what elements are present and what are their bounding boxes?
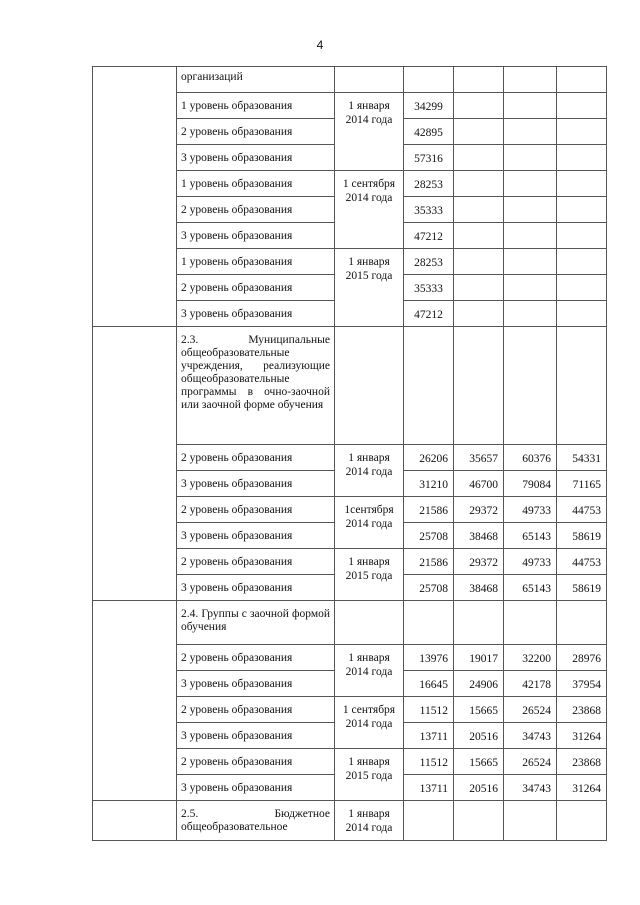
value-cell: 58619 bbox=[557, 523, 607, 549]
value-cell: 32200 bbox=[504, 645, 557, 671]
value-cell: 79084 bbox=[504, 471, 557, 497]
value-cell: 26206 bbox=[404, 445, 454, 471]
value-cell: 21586 bbox=[404, 497, 454, 523]
value-cell: 49733 bbox=[504, 497, 557, 523]
row-label: 3 уровень образования bbox=[177, 575, 335, 601]
section-title-2-3: 2.3. Муниципальные общеобразовательные учреждения, реализующие общеобразовательные программы в очно-заочной или заочной форме обучения bbox=[177, 327, 335, 445]
value-cell: 34743 bbox=[504, 775, 557, 801]
value-cell: 11512 bbox=[404, 697, 454, 723]
value-cell: 47212 bbox=[404, 223, 454, 249]
value-cell: 24906 bbox=[454, 671, 504, 697]
row-label: 3 уровень образования bbox=[177, 145, 335, 171]
value-cell: 65143 bbox=[504, 523, 557, 549]
value-cell: 47212 bbox=[404, 301, 454, 327]
value-cell: 60376 bbox=[504, 445, 557, 471]
value-cell: 34743 bbox=[504, 723, 557, 749]
value-cell: 44753 bbox=[557, 549, 607, 575]
value-cell: 25708 bbox=[404, 523, 454, 549]
date-cell: 1 января 2014 года bbox=[335, 93, 404, 171]
value-cell: 16645 bbox=[404, 671, 454, 697]
row-label: 3 уровень образования bbox=[177, 523, 335, 549]
date-cell: 1 сентября 2014 года bbox=[335, 171, 404, 249]
row-label: 3 уровень образования bbox=[177, 471, 335, 497]
empty-cell bbox=[93, 801, 177, 841]
empty-cell bbox=[93, 327, 177, 601]
section-row bbox=[93, 327, 607, 445]
value-cell: 13976 bbox=[404, 645, 454, 671]
value-cell: 26524 bbox=[504, 749, 557, 775]
row-label: 3 уровень образования bbox=[177, 723, 335, 749]
row-label: 2 уровень образования bbox=[177, 197, 335, 223]
table-row bbox=[93, 67, 607, 93]
date-cell: 1 января 2015 года bbox=[335, 549, 404, 601]
value-cell: 20516 bbox=[454, 723, 504, 749]
value-cell: 31264 bbox=[557, 775, 607, 801]
row-label: 2 уровень образования bbox=[177, 645, 335, 671]
row-label: 3 уровень образования bbox=[177, 775, 335, 801]
value-cell: 34299 bbox=[404, 93, 454, 119]
value-cell: 54331 bbox=[557, 445, 607, 471]
value-cell: 28253 bbox=[404, 249, 454, 275]
page-number: 4 bbox=[316, 38, 324, 52]
value-cell: 58619 bbox=[557, 575, 607, 601]
value-cell: 29372 bbox=[454, 497, 504, 523]
value-cell: 28976 bbox=[557, 645, 607, 671]
value-cell: 49733 bbox=[504, 549, 557, 575]
value-cell: 20516 bbox=[454, 775, 504, 801]
row-label: 2 уровень образования bbox=[177, 497, 335, 523]
date-cell: 1 января 2014 года bbox=[335, 801, 404, 841]
value-cell: 13711 bbox=[404, 723, 454, 749]
value-cell: 71165 bbox=[557, 471, 607, 497]
value-cell: 38468 bbox=[454, 523, 504, 549]
value-cell: 28253 bbox=[404, 171, 454, 197]
row-label: 2 уровень образования bbox=[177, 697, 335, 723]
row-label: 3 уровень образования bbox=[177, 671, 335, 697]
value-cell: 26524 bbox=[504, 697, 557, 723]
date-cell: 1сентября 2014 года bbox=[335, 497, 404, 549]
section-row bbox=[93, 801, 607, 841]
date-cell: 1 января 2014 года bbox=[335, 645, 404, 697]
row-label: 3 уровень образования bbox=[177, 223, 335, 249]
value-cell: 46700 bbox=[454, 471, 504, 497]
value-cell: 25708 bbox=[404, 575, 454, 601]
value-cell: 29372 bbox=[454, 549, 504, 575]
value-cell: 38468 bbox=[454, 575, 504, 601]
tariff-table bbox=[92, 66, 607, 841]
date-cell: 1 января 2015 года bbox=[335, 749, 404, 801]
value-cell: 15665 bbox=[454, 749, 504, 775]
value-cell: 15665 bbox=[454, 697, 504, 723]
row-label: 1 уровень образования bbox=[177, 93, 335, 119]
section-title-2-4: 2.4. Группы с заочной формой обучения bbox=[177, 601, 335, 645]
row-label: 2 уровень образования bbox=[177, 275, 335, 301]
section-title-2-5: 2.5. Бюджетное общеобразовательное bbox=[177, 801, 335, 841]
value-cell: 19017 bbox=[454, 645, 504, 671]
empty-cell bbox=[93, 67, 177, 327]
row-label: 1 уровень образования bbox=[177, 249, 335, 275]
value-cell: 21586 bbox=[404, 549, 454, 575]
value-cell: 57316 bbox=[404, 145, 454, 171]
value-cell: 23868 bbox=[557, 697, 607, 723]
row-label: 2 уровень образования bbox=[177, 119, 335, 145]
row-label: 2 уровень образования bbox=[177, 749, 335, 775]
value-cell: 13711 bbox=[404, 775, 454, 801]
date-cell: 1 января 2014 года bbox=[335, 445, 404, 497]
date-cell: 1 января 2015 года bbox=[335, 249, 404, 327]
value-cell: 44753 bbox=[557, 497, 607, 523]
row-label: организаций bbox=[177, 67, 335, 93]
value-cell: 11512 bbox=[404, 749, 454, 775]
value-cell: 65143 bbox=[504, 575, 557, 601]
row-label: 3 уровень образования bbox=[177, 301, 335, 327]
value-cell: 31210 bbox=[404, 471, 454, 497]
section-row bbox=[93, 601, 607, 645]
value-cell: 37954 bbox=[557, 671, 607, 697]
value-cell: 35333 bbox=[404, 275, 454, 301]
row-label: 2 уровень образования bbox=[177, 445, 335, 471]
value-cell: 23868 bbox=[557, 749, 607, 775]
empty-cell bbox=[93, 601, 177, 801]
value-cell: 35333 bbox=[404, 197, 454, 223]
row-label: 1 уровень образования bbox=[177, 171, 335, 197]
value-cell: 31264 bbox=[557, 723, 607, 749]
date-cell: 1 сентября 2014 года bbox=[335, 697, 404, 749]
value-cell: 42895 bbox=[404, 119, 454, 145]
value-cell: 35657 bbox=[454, 445, 504, 471]
value-cell: 42178 bbox=[504, 671, 557, 697]
row-label: 2 уровень образования bbox=[177, 549, 335, 575]
